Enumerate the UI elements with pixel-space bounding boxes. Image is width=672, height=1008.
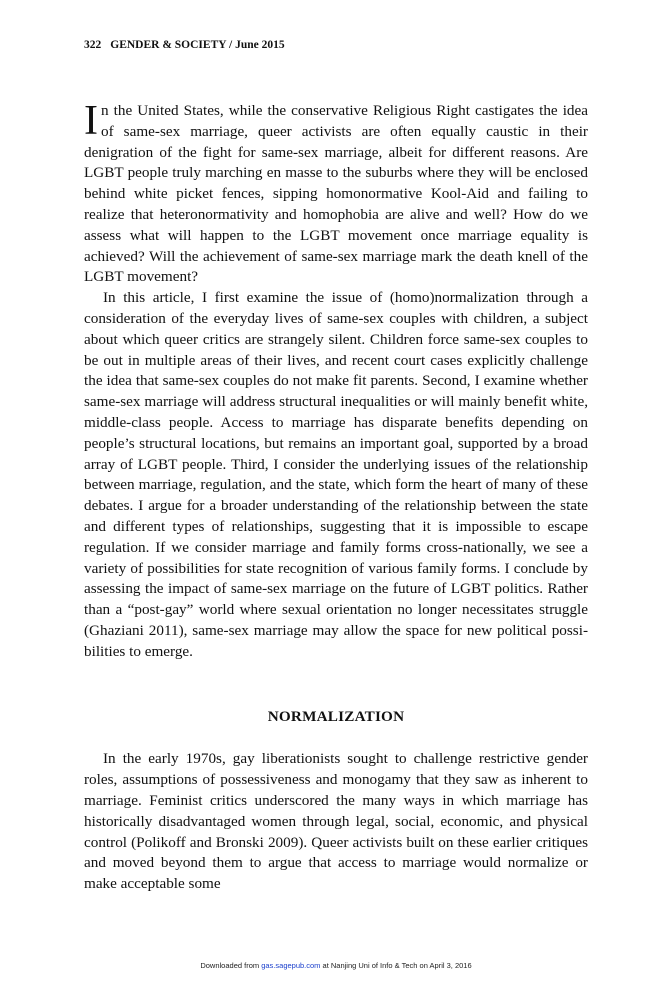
paragraph-overview: In this article, I first examine the issue of (homo)normalization through a consideration of the everyday lives of same-sex couples with children, a subject about which queer critics are strangely silent. Children force same-sex couples to be out in multiple areas of their lives, and recent court cases explicitly challenge the idea that same-sex couples do not make fit parents. Second, I examine whether same-sex marriage will address structural inequalities or will mainly benefit white, middle-class people. Access to marriage has disparate benefits depending on people’s structural locations, but remains an important goal, supported by a broad array of LGBT people. Third, I consider the underlying issues of the relationship between marriage, regulation, and the state, which form the heart of many of these debates. I argue for a broader understanding of the relationship between the state and different types of relationships, suggesting that it is impossible to escape regulation. If we consider marriage and family forms cross-nationally, we see a variety of possibilities for state recognition of various family forms. I conclude by assessing the impact of same-sex marriage on the future of LGBT politics. Rather than a “post-gay” world where sexual orientation no longer necessitates struggle (Ghaziani 2011), same-sex marriage may allow the space for new political possibilities to emerge.: [84, 289, 588, 660]
journal-title: GENDER & SOCIETY / June 2015: [110, 39, 285, 51]
footer-link[interactable]: gas.sagepub.com: [261, 961, 321, 970]
running-head: [84, 39, 285, 51]
drop-cap: I: [84, 98, 98, 144]
paragraph-intro: [84, 98, 588, 288]
download-footer: [0, 961, 672, 970]
footer-suffix: at Nanjing Uni of Info & Tech on April 3, 2016: [320, 961, 472, 970]
paragraph-intro-text: n the United States, while the conservative Religious Right castigates the idea of same-sex marriage, queer activists are often equally caustic in their denigration of the fight for same-sex marriage, albeit for different reasons. Are LGBT people truly marching en masse to the suburbs where they will be enclosed behind white picket fences, sipping homonormative Kool-Aid and failing to realize that heteronormativity and homophobia are alive and well? How do we assess what will happen to the LGBT movement once marriage equality is achieved? Will the achievement of same-sex marriage mark the death knell of the LGBT movement?: [84, 102, 588, 286]
section-heading: NORMALIZATION: [267, 707, 405, 725]
article-body: [84, 98, 588, 895]
paragraph-normalization: In the early 1970s, gay liberationists sought to challenge restrictive gender roles, assumptions of possessiveness and monogamy that they saw as inherent to marriage. Feminist critics underscored the many ways in which marriage has historically disadvantaged women through legal, social, economic, and physical control (Polikoff and Bronski 2009). Queer activists built on these earlier critiques and moved beyond them to argue that access to marriage would normalize or make acceptable some: [84, 750, 588, 893]
footer-prefix: Downloaded from: [200, 961, 262, 970]
page-number: 322: [84, 39, 102, 51]
